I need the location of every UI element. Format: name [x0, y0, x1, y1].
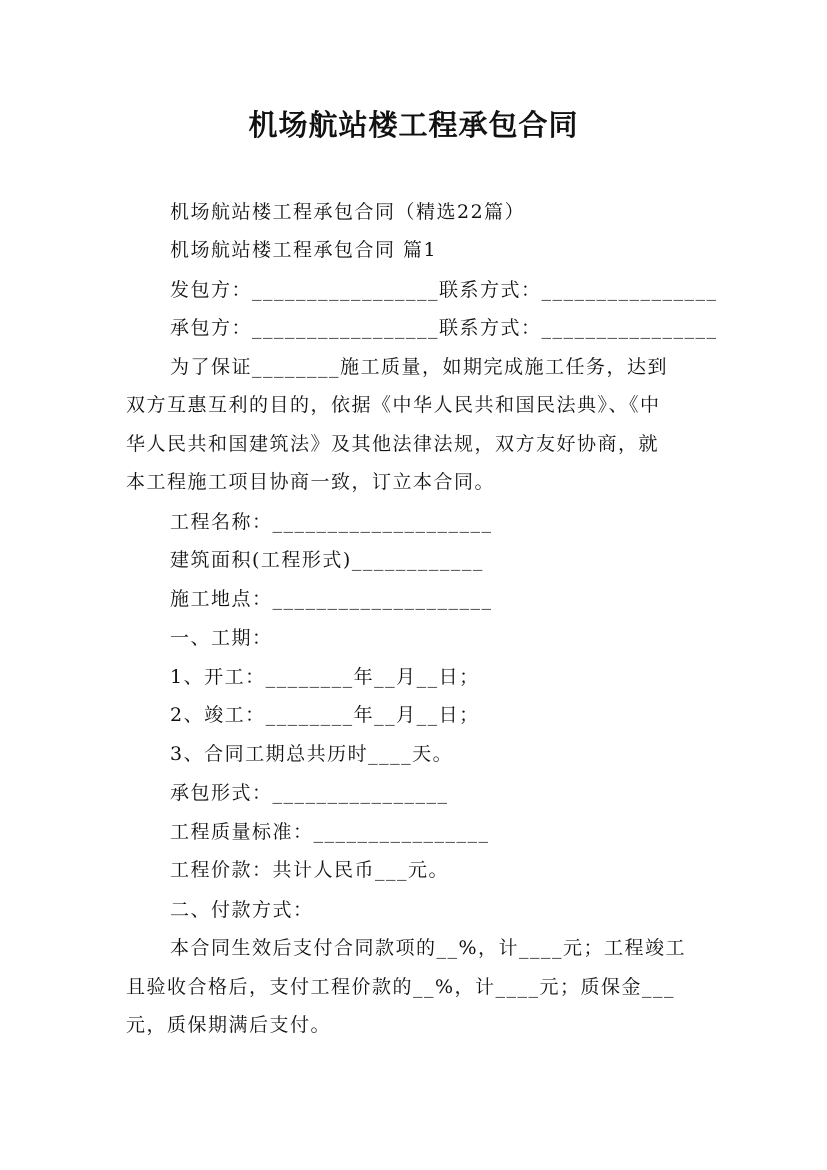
- building-area-line: 建筑面积(工程形式)____________: [170, 549, 484, 571]
- party-b-line: 承包方：_________________联系方式：________________: [170, 317, 718, 339]
- section-heading: 机场航站楼工程承包合同 篇1: [170, 239, 438, 261]
- paragraph-line: 且验收合格后，支付工程价款的__%，计____元；质保金___: [126, 976, 676, 998]
- project-name-line: 工程名称：____________________: [170, 511, 493, 533]
- paragraph-line: 本合同生效后支付合同款项的__%，计____元；工程竣工: [170, 937, 687, 959]
- paragraph-line: 为了保证________施工质量，如期完成施工任务，达到: [170, 356, 669, 378]
- paragraph-line: 本工程施工项目协商一致，订立本合同。: [126, 471, 496, 493]
- section-heading-payment: 二、付款方式：: [170, 899, 314, 921]
- paragraph-line: 双方互惠互利的目的，依据《中华人民共和国民法典》、《中: [126, 394, 661, 416]
- paragraph-line: 华人民共和国建筑法》及其他法律法规，双方友好协商，就: [126, 433, 660, 455]
- start-date-line: 1、开工：________年__月__日；: [170, 666, 480, 688]
- contract-price-line: 工程价款：共计人民币___元。: [170, 859, 450, 881]
- section-heading-schedule: 一、工期：: [170, 627, 273, 649]
- contract-form-line: 承包形式：________________: [170, 782, 449, 804]
- duration-line: 3、合同工期总共历时____天。: [170, 743, 454, 765]
- quality-standard-line: 工程质量标准：________________: [170, 821, 490, 843]
- completion-date-line: 2、竣工：________年__月__日；: [170, 704, 480, 726]
- party-a-line: 发包方：_________________联系方式：________________: [170, 279, 718, 301]
- paragraph-line: 元，质保期满后支付。: [126, 1014, 332, 1036]
- document-title: 机场航站楼工程承包合同: [248, 108, 579, 142]
- site-location-line: 施工地点：____________________: [170, 588, 493, 610]
- subtitle-line: 机场航站楼工程承包合同（精选22篇）: [170, 201, 526, 223]
